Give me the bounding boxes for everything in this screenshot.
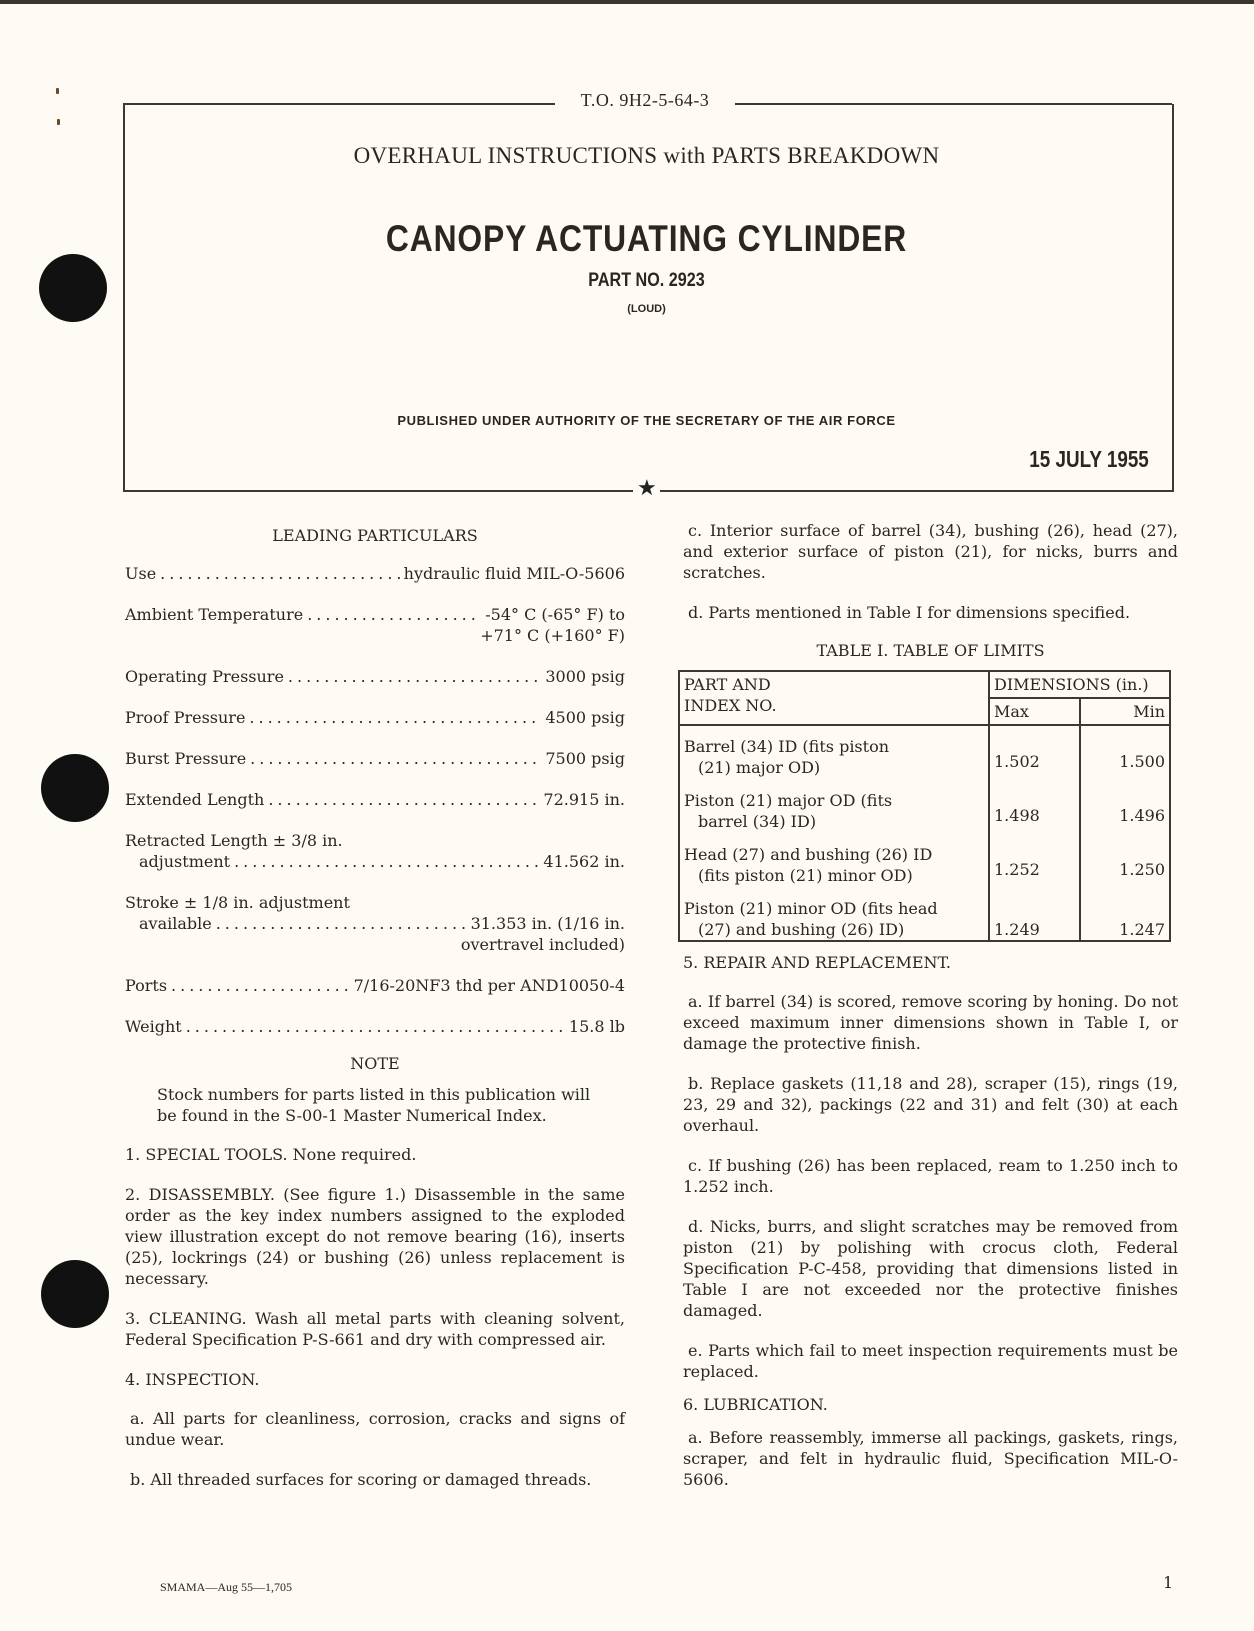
- leader-dots: [186, 1016, 565, 1037]
- particular-value: 31.353 in. (1/16 in.: [470, 914, 625, 933]
- table-row: [679, 888, 1170, 941]
- particular-value: 7500 psig: [545, 749, 625, 768]
- section-special-tools: 1. SPECIAL TOOLS. None required.: [125, 1145, 417, 1164]
- section-disassembly: 2. DISASSEMBLY. (See figure 1.) Disassemble in the same order as the key index numbers assigned to the exploded view illustration except do not remove bearing (16), inserts (25), lockrings (24) or bushing (26) unless replacement is necessary.: [125, 1185, 625, 1288]
- title-box-bottom-left-rule: [123, 490, 633, 492]
- leader-dots: [171, 975, 350, 996]
- particular-ports: [125, 975, 625, 996]
- particular-label: Stroke ± 1/8 in. adjustment: [125, 893, 350, 912]
- star-icon: ★: [637, 476, 657, 501]
- particular-value: 3000 psig: [545, 667, 625, 686]
- section-repair-heading: 5. REPAIR AND REPLACEMENT.: [683, 953, 951, 972]
- note-heading: NOTE: [350, 1054, 400, 1073]
- inspection-item-b: b. All threaded surfaces for scoring or damaged threads.: [130, 1470, 592, 1489]
- particular-value: hydraulic fluid MIL-O-5606: [403, 564, 625, 583]
- part-text: Piston (21) major OD (fits: [684, 791, 893, 810]
- repair-item-a: a. If barrel (34) is scored, remove scoring by honing. Do not exceed maximum inner dimensions shown in Table I, or damage the protective finish.: [683, 992, 1178, 1053]
- repair-item-e: e. Parts which fail to meet inspection requirements must be replaced.: [683, 1341, 1178, 1381]
- binder-hole-bottom: [41, 1260, 109, 1328]
- part-text: Barrel (34) ID (fits piston: [684, 737, 890, 756]
- part-text: (27) and bushing (26) ID): [698, 920, 905, 939]
- part-text: (21) major OD): [698, 758, 821, 777]
- technical-order-number: T.O. 9H2-5-64-3: [580, 90, 710, 110]
- particular-extended-length: [125, 789, 625, 810]
- column-header-min: Min: [1080, 698, 1171, 725]
- inspection-item-a: a. All parts for cleanliness, corrosion, cracks and signs of undue wear.: [125, 1409, 625, 1449]
- particular-label: Ambient Temperature: [125, 605, 304, 624]
- column-header-max: Max: [989, 698, 1080, 725]
- repair-item-c: c. If bushing (26) has been replaced, ream to 1.250 inch to 1.252 inch.: [683, 1156, 1178, 1196]
- right-column: [683, 520, 1178, 1509]
- part-text: Piston (21) minor OD (fits head: [684, 899, 938, 918]
- publication-date: 15 JULY 1955: [1029, 446, 1149, 472]
- leader-dots: [216, 913, 467, 934]
- header-text: PART AND: [684, 675, 771, 694]
- publication-authority: PUBLISHED UNDER AUTHORITY OF THE SECRETARY OF THE AIR FORCE: [397, 413, 896, 428]
- inspection-item-c: c. Interior surface of barrel (34), bushing (26), head (27), and exterior surface of piston (21), for nicks, burrs and scratches.: [683, 521, 1178, 582]
- particular-value: 4500 psig: [545, 708, 625, 727]
- title-box-bottom-right-rule: [660, 490, 1172, 492]
- part-text: (fits piston (21) minor OD): [698, 866, 913, 885]
- particular-label: Retracted Length ± 3/8 in.: [125, 831, 343, 850]
- note-text: Stock numbers for parts listed in this publication will be found in the S-00-1 Master Numerical Index.: [157, 1085, 591, 1125]
- scan-speck: [57, 119, 60, 125]
- particular-operating-pressure: [125, 666, 625, 687]
- particular-ambient-temperature: [125, 604, 625, 646]
- part-cell: [679, 888, 989, 941]
- leader-dots: [268, 789, 539, 810]
- binder-hole-top: [39, 254, 107, 322]
- table-of-limits: [678, 670, 1171, 942]
- column-header-part: [679, 671, 989, 725]
- left-column: [125, 525, 625, 1509]
- particular-label: Proof Pressure: [125, 708, 246, 727]
- repair-item-b: b. Replace gaskets (11,18 and 28), scraper (15), rings (19, 23, 29 and 32), packings (22 and 31) and felt (30) at each overhaul.: [683, 1074, 1178, 1135]
- table-caption: TABLE I. TABLE OF LIMITS: [816, 641, 1045, 660]
- scan-speck: [56, 88, 59, 94]
- header-text: INDEX NO.: [684, 696, 777, 715]
- leader-dots: [234, 851, 539, 872]
- particular-value: 15.8 lb: [568, 1017, 625, 1036]
- section-inspection-heading: 4. INSPECTION.: [125, 1370, 260, 1389]
- part-cell: [679, 834, 989, 888]
- part-cell: [679, 725, 989, 780]
- section-cleaning: 3. CLEANING. Wash all metal parts with cleaning solvent, Federal Specification P-S-661 and dry with compressed air.: [125, 1309, 625, 1349]
- document-title: CANOPY ACTUATING CYLINDER: [385, 218, 908, 259]
- particular-value: -54° C (-65° F) to: [485, 605, 625, 624]
- max-cell: 1.249: [989, 888, 1080, 941]
- part-text: Head (27) and bushing (26) ID: [684, 845, 933, 864]
- part-number: PART NO. 2923: [588, 270, 705, 291]
- min-cell: 1.247: [1080, 888, 1171, 941]
- max-cell: 1.252: [989, 834, 1080, 888]
- max-cell: 1.502: [989, 725, 1080, 780]
- particular-label: Use: [125, 564, 157, 583]
- part-text: barrel (34) ID): [698, 812, 817, 831]
- page-number: 1: [1163, 1573, 1174, 1592]
- table-row: [679, 780, 1170, 834]
- print-code: SMAMA—Aug 55—1,705: [160, 1580, 293, 1594]
- column-header-dimensions: DIMENSIONS (in.): [989, 671, 1170, 698]
- section-lubrication-heading: 6. LUBRICATION.: [683, 1395, 828, 1414]
- particular-value: 41.562 in.: [543, 852, 625, 871]
- particular-label: Operating Pressure: [125, 667, 284, 686]
- particular-label-cont: available: [139, 914, 212, 933]
- particular-label: Extended Length: [125, 790, 265, 809]
- particular-label: Weight: [125, 1017, 182, 1036]
- min-cell: 1.500: [1080, 725, 1171, 780]
- particular-use: [125, 563, 625, 584]
- max-cell: 1.498: [989, 780, 1080, 834]
- table-row: [679, 725, 1170, 780]
- lubrication-item-a: a. Before reassembly, immerse all packings, gaskets, rings, scraper, and felt in hydraulic fluid, Specification MIL-O-5606.: [683, 1428, 1178, 1489]
- part-cell: [679, 780, 989, 834]
- repair-item-d: d. Nicks, burrs, and slight scratches may be removed from piston (21) by polishing with crocus cloth, Federal Specification P-C-458, providing that dimensions listed in Table I are not exceeded nor the protective finishes damaged.: [683, 1217, 1178, 1320]
- particular-burst-pressure: [125, 748, 625, 769]
- table-row: [679, 834, 1170, 888]
- particular-label-cont: adjustment: [139, 852, 231, 871]
- particular-retracted-length: [125, 830, 625, 872]
- leader-dots: [249, 707, 541, 728]
- particular-label: Burst Pressure: [125, 749, 247, 768]
- leader-dots: [307, 604, 481, 625]
- leader-dots: [288, 666, 541, 687]
- particular-value: 7/16-20NF3 thd per AND10050-4: [353, 976, 625, 995]
- leader-dots: [160, 563, 399, 584]
- particular-stroke: [125, 892, 625, 955]
- min-cell: 1.496: [1080, 780, 1171, 834]
- particular-weight: [125, 1016, 625, 1037]
- manufacturer: (LOUD): [627, 303, 666, 315]
- inspection-item-d: d. Parts mentioned in Table I for dimensions specified.: [688, 603, 1131, 622]
- scan-edge: [0, 0, 1254, 4]
- document-subtitle: OVERHAUL INSTRUCTIONS with PARTS BREAKDOWN: [353, 143, 940, 168]
- particular-proof-pressure: [125, 707, 625, 728]
- particular-label: Ports: [125, 976, 168, 995]
- particular-value-cont: overtravel included): [460, 935, 625, 954]
- leading-particulars-heading: LEADING PARTICULARS: [272, 526, 478, 545]
- min-cell: 1.250: [1080, 834, 1171, 888]
- particular-value-cont: +71° C (+160° F): [480, 626, 625, 645]
- leader-dots: [250, 748, 541, 769]
- binder-hole-middle: [41, 754, 109, 822]
- particular-value: 72.915 in.: [543, 790, 625, 809]
